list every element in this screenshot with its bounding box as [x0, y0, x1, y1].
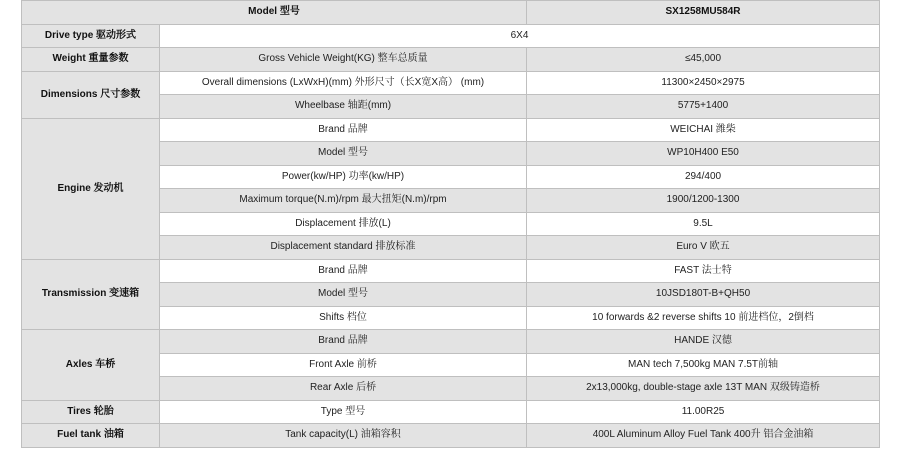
- tires-param: Type 型号: [160, 400, 527, 424]
- weight-row: [22, 48, 880, 72]
- fuel-param: Tank capacity(L) 油箱容积: [160, 424, 527, 448]
- tires-row: [22, 400, 880, 424]
- engine-value: 294/400: [527, 165, 880, 189]
- engine-param: Brand 品牌: [160, 118, 527, 142]
- engine-value: 9.5L: [527, 212, 880, 236]
- fuel-row: [22, 424, 880, 448]
- axles-value: MAN tech 7,500kg MAN 7.5T前轴: [527, 353, 880, 377]
- engine-value: WEICHAI 潍柴: [527, 118, 880, 142]
- weight-param: Gross Vehicle Weight(KG) 整车总质量: [160, 48, 527, 72]
- engine-param: Displacement 排放(L): [160, 212, 527, 236]
- axles-value: 2x13,000kg, double-stage axle 13T MAN 双级铸造桥: [527, 377, 880, 401]
- transmission-param: Brand 品牌: [160, 259, 527, 283]
- axles-param: Rear Axle 后桥: [160, 377, 527, 401]
- transmission-value: 10JSD180T-B+QH50: [527, 283, 880, 307]
- engine-value: Euro V 欧五: [527, 236, 880, 260]
- drive-row: [22, 24, 880, 48]
- transmission-value: FAST 法士特: [527, 259, 880, 283]
- model-header-value: SX1258MU584R: [527, 1, 880, 25]
- drive-value: 6X4: [160, 24, 880, 48]
- engine-row: [22, 118, 880, 142]
- category-drive: Drive type 驱动形式: [22, 24, 160, 48]
- engine-value: 1900/1200-1300: [527, 189, 880, 213]
- category-weight: Weight 重量参数: [22, 48, 160, 72]
- category-engine: Engine 发动机: [22, 118, 160, 259]
- engine-param: Model 型号: [160, 142, 527, 166]
- axles-param: Brand 品牌: [160, 330, 527, 354]
- fuel-value: 400L Aluminum Alloy Fuel Tank 400升 铝合金油箱: [527, 424, 880, 448]
- engine-param: Maximum torque(N.m)/rpm 最大扭矩(N.m)/rpm: [160, 189, 527, 213]
- axles-param: Front Axle 前桥: [160, 353, 527, 377]
- category-transmission: Transmission 变速箱: [22, 259, 160, 330]
- axles-row: [22, 330, 880, 354]
- transmission-param: Shifts 档位: [160, 306, 527, 330]
- category-fuel-tank: Fuel tank 油箱: [22, 424, 160, 448]
- category-axles: Axles 车桥: [22, 330, 160, 401]
- category-dimensions: Dimensions 尺寸参数: [22, 71, 160, 118]
- transmission-param: Model 型号: [160, 283, 527, 307]
- transmission-value: 10 forwards &2 reverse shifts 10 前进档位，2倒档: [527, 306, 880, 330]
- transmission-row: [22, 259, 880, 283]
- engine-param: Displacement standard 排放标准: [160, 236, 527, 260]
- weight-value: ≤45,000: [527, 48, 880, 72]
- category-tires: Tires 轮胎: [22, 400, 160, 424]
- engine-value: WP10H400 E50: [527, 142, 880, 166]
- dimensions-param: Wheelbase 轴距(mm): [160, 95, 527, 119]
- tires-value: 11.00R25: [527, 400, 880, 424]
- dimensions-value: 5775+1400: [527, 95, 880, 119]
- model-header-label: Model 型号: [22, 1, 527, 25]
- spec-table: [21, 0, 880, 448]
- dimensions-row: [22, 71, 880, 95]
- axles-value: HANDE 汉德: [527, 330, 880, 354]
- engine-param: Power(kw/HP) 功率(kw/HP): [160, 165, 527, 189]
- dimensions-param: Overall dimensions (LxWxH)(mm) 外形尺寸（长X宽X高） (mm): [160, 71, 527, 95]
- dimensions-value: 11300×2450×2975: [527, 71, 880, 95]
- header-row: [22, 1, 880, 25]
